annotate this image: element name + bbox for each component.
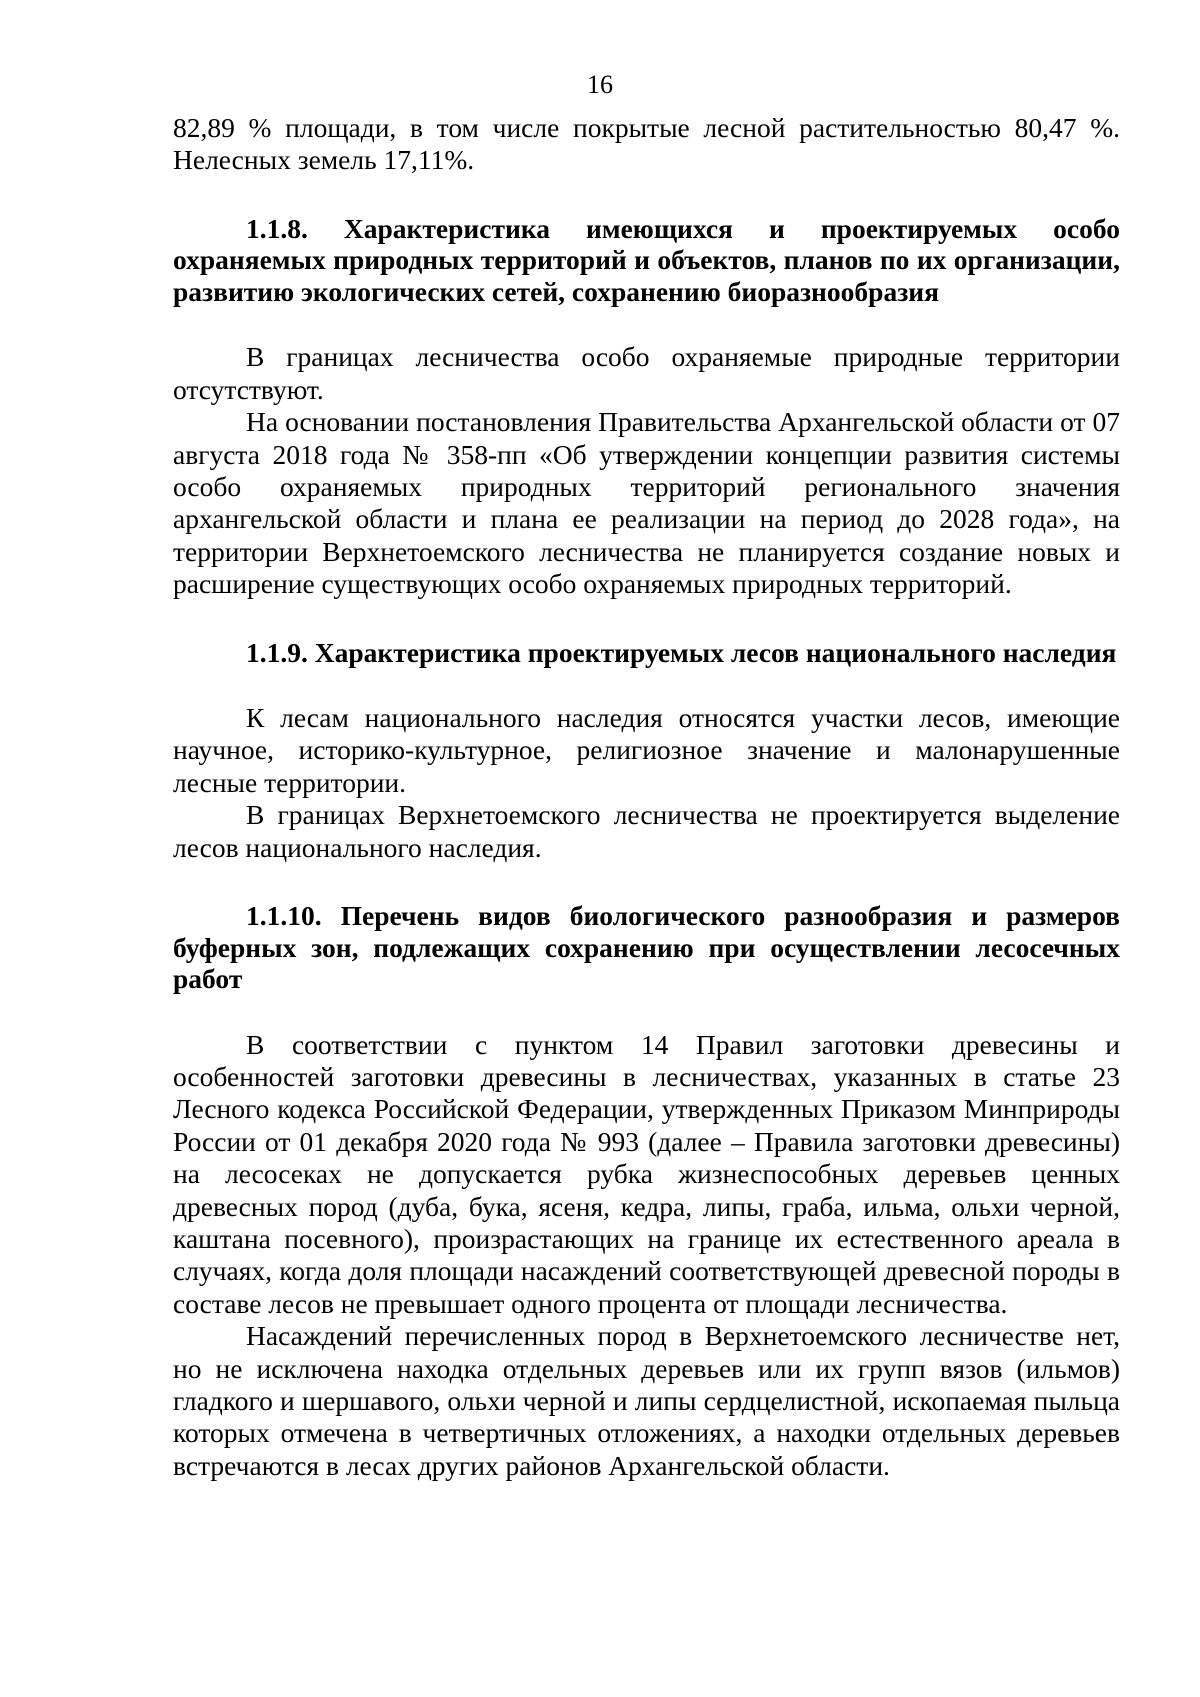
paragraph: На основании постановления Правительства Архангельской области от 07 августа 2018 года № 358-пп «Об утверждении концепции развития системы особо охраняемых природных территорий регионального значения архангельской области и плана ее реализации на период до 2028 года», на территории Верхнетоемского лесничества не планируется создание новых и расширение существующих особо охраняемых природных территорий. [173,406,1120,600]
paragraph: Насаждений перечисленных пород в Верхнетоемского лесничестве нет, но не исключена находка отдельных деревьев или их групп вязов (ильмов) гладкого и шершавого, ольхи черной и липы сердцелистной, ископаемая пыльца которых отмечена в четвертичных отложениях, а находки отдельных деревьев встречаются в лесах других районов Архангельской области. [173,1320,1120,1481]
paragraph: В границах Верхнетоемского лесничества не проектируется выделение лесов национального наследия. [173,799,1120,863]
page-number: 16 [587,70,613,99]
section-title: Характеристика имеющихся и проектируемых особо охраняемых природных территорий и объектов, планов по их организации, развитию экологических сетей, сохранению биоразнообразия [173,212,1120,307]
section-heading-1-1-8 [173,213,1120,308]
section-heading-1-1-9 [173,637,1120,669]
continuation-paragraph: 82,89 % площади, в том числе покрытые лесной растительностью 80,47 %. Нелесных земель 17,11%. [173,112,1120,176]
paragraph: В границах лесничества особо охраняемые природные территории отсутствуют. [173,341,1120,405]
section-title: Характеристика проектируемых лесов национального наследия [314,636,1117,668]
paragraph: В соответствии с пунктом 14 Правил заготовки древесины и особенностей заготовки древесины в лесничествах, указанных в статье 23 Лесного кодекса Российской Федерации, утвержденных Приказом Минприроды России от 01 декабря 2020 года № 993 (далее – Правила заготовки древесины) на лесосеках не допускается рубка жизнеспособных деревьев ценных древесных пород (дуба, бука, ясеня, кедра, липы, граба, ильма, ольхи черной, каштана посевного), произрастающих на границе их естественного ареала в случаях, когда доля площади насаждений соответствующей древесной породы в составе лесов не превышает одного процента от площади лесничества. [173,1028,1120,1319]
paragraph: К лесам национального наследия относятся участки лесов, имеющие научное, историко-культурное, религиозное значение и малонарушенные лесные территории. [173,702,1120,798]
section-title: Перечень видов биологического разнообразия и размеров буферных зон, подлежащих сохранению при осуществлении лесосечных работ [173,900,1120,995]
section-number: 1.1.10. [246,900,322,932]
section-number: 1.1.8. [246,212,308,244]
section-heading-1-1-10 [173,900,1120,995]
section-number: 1.1.9. [246,636,308,668]
page-content [173,112,1120,1482]
